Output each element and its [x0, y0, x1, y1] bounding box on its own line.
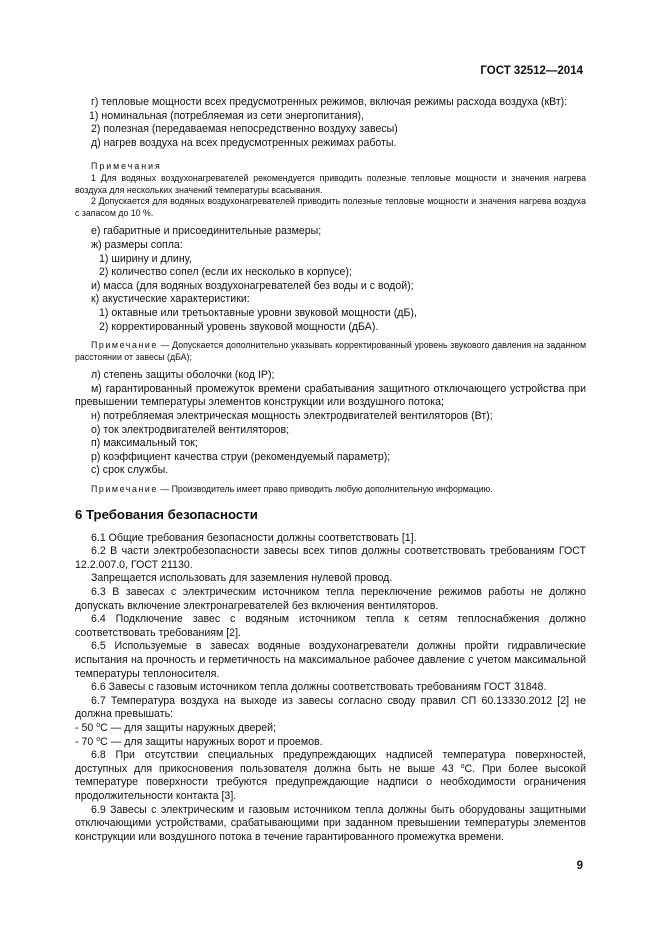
temp-text: С — для защиты наружных ворот и проемов.: [100, 735, 323, 748]
para-text: С. При более высокой температуре поверхности требуются предупреждающие надписи о необходимости ограничения продолжительности контакта [3].: [75, 762, 586, 802]
item-e: е) габаритные и присоединительные размеры;: [91, 225, 322, 238]
item-i: и) масса (для водяных воздухонагревателей без воды и с водой);: [91, 279, 414, 292]
item-k-1: 1) октавные или третьоктавные уровни звуковой мощности (дБ),: [99, 306, 417, 319]
para-6-2-b: Запрещается использовать для заземления нулевой провод.: [91, 572, 393, 585]
item-r: р) коэффициент качества струи (рекомендуемый параметр);: [91, 450, 391, 463]
item-d: д) нагрев воздуха на всех предусмотренных режимах работы.: [91, 136, 397, 149]
section-6-title: 6 Требования безопасности: [75, 506, 258, 522]
item-p: п) максимальный ток;: [91, 437, 198, 450]
temp-value: - 50: [75, 721, 97, 734]
item-zh-2: 2) количество сопел (если их несколько в корпусе);: [99, 266, 352, 279]
item-m: м) гарантированный промежуток времени срабатывания защитного отключающего устройства при превышении температуры элементов конструкции или воздушного потока;: [75, 382, 586, 409]
para-6-2: 6.2 В части электробезопасности завесы всех типов должны соответствовать требованиям ГОСТ 12.2.007.0, ГОСТ 21130.: [75, 545, 586, 571]
temp-value: - 70: [75, 735, 97, 748]
para-6-5: 6.5 Используемые в завесах водяные воздухонагреватели должны пройти гидравлические испытания на прочность и герметичность на максимальное рабочее давление с учетом максимальной температуры теплоносителя.: [75, 640, 586, 680]
para-6-7: 6.7 Температура воздуха на выходе из завесы согласно своду правил СП 60.13330.2012 [2] не должна превышать:: [75, 694, 586, 721]
para-6-3: 6.3 В завесах с электрическим источником тепла переключение режимов работы не должно допускать включение электронагревателей без включения вентиляторов.: [75, 586, 586, 612]
note-label: Примечание: [91, 340, 158, 351]
item-zh: ж) размеры сопла:: [91, 238, 183, 251]
item-s: с) срок службы.: [91, 464, 169, 477]
document-body: [75, 96, 586, 844]
para-6-1: 6.1 Общие требования безопасности должны соответствовать [1].: [91, 531, 417, 544]
item-l: л) степень защиты оболочки (код IP);: [91, 369, 275, 382]
item-k: к) акустические характеристики:: [91, 293, 250, 306]
note-label: Примечание: [91, 484, 158, 495]
note-text: — Производитель имеет право приводить любую дополнительную информацию.: [157, 484, 493, 495]
item-zh-1: 1) ширину и длину,: [99, 252, 192, 265]
notes-heading: Примечания: [91, 161, 162, 172]
document-code: ГОСТ 32512—2014: [480, 65, 583, 77]
degree-sign: o: [460, 762, 465, 770]
note-text: — Допускается дополнительно указывать корректированный уровень звукового давления на заданном расстоянии от завесы (дБА);: [75, 340, 586, 362]
item-k-2: 2) корректированный уровень звуковой мощности (дБА).: [99, 320, 379, 333]
item-n: н) потребляемая электрическая мощность электродвигателей вентиляторов (Вт);: [91, 410, 493, 423]
para-6-7-a: [75, 722, 586, 736]
note-2: 2 Допускается для водяных воздухонагревателей приводить полезные тепловые мощности и значения нагрева воздуха с запасом до 10 %.: [75, 196, 586, 218]
note-manufacturer: [75, 484, 586, 496]
page-number: 9: [576, 860, 583, 872]
note-1: 1 Для водяных воздухонагревателей рекомендуется приводить полезные тепловые мощности и значения нагрева воздуха для нескольких значений температуры всасывания.: [75, 172, 586, 195]
para-6-9: 6.9 Завесы с электрическим и газовым источником тепла должны быть оборудованы защитными отключающими устройствами, срабатывающими при заданном превышении температуры элементов конструкции или воздушного потока в течение гарантированного промежутка времени.: [75, 803, 586, 843]
degree-sign: o: [96, 735, 101, 743]
para-6-6: 6.6 Завесы с газовым источником тепла должны соответствовать требованиям ГОСТ 31848.: [91, 681, 547, 694]
item-g: г) тепловые мощности всех предусмотренных режимов, включая режимы расхода воздуха (кВт):: [91, 96, 568, 108]
note-acoustic: [75, 340, 586, 363]
item-g-1: 1) номинальная (потребляемая из сети энергопитания),: [89, 109, 364, 122]
para-6-4: 6.4 Подключение завес с водяным источником тепла к сетям теплоснабжения должно соответствовать требованиям [2].: [75, 613, 586, 639]
para-6-8: [75, 749, 586, 803]
para-text: 6.8 При отсутствии специальных предупреждающих надписей температура поверхностей, доступных для прикосновения пользователя должна быть не выше 43: [75, 749, 586, 775]
degree-sign: o: [96, 721, 101, 729]
temp-text: С — для защиты наружных дверей;: [100, 721, 277, 734]
para-6-7-b: [75, 736, 586, 750]
item-o: о) ток электродвигателей вентиляторов;: [91, 423, 290, 436]
item-g-2: 2) полезная (передаваемая непосредственно воздуху завесы): [91, 123, 398, 136]
